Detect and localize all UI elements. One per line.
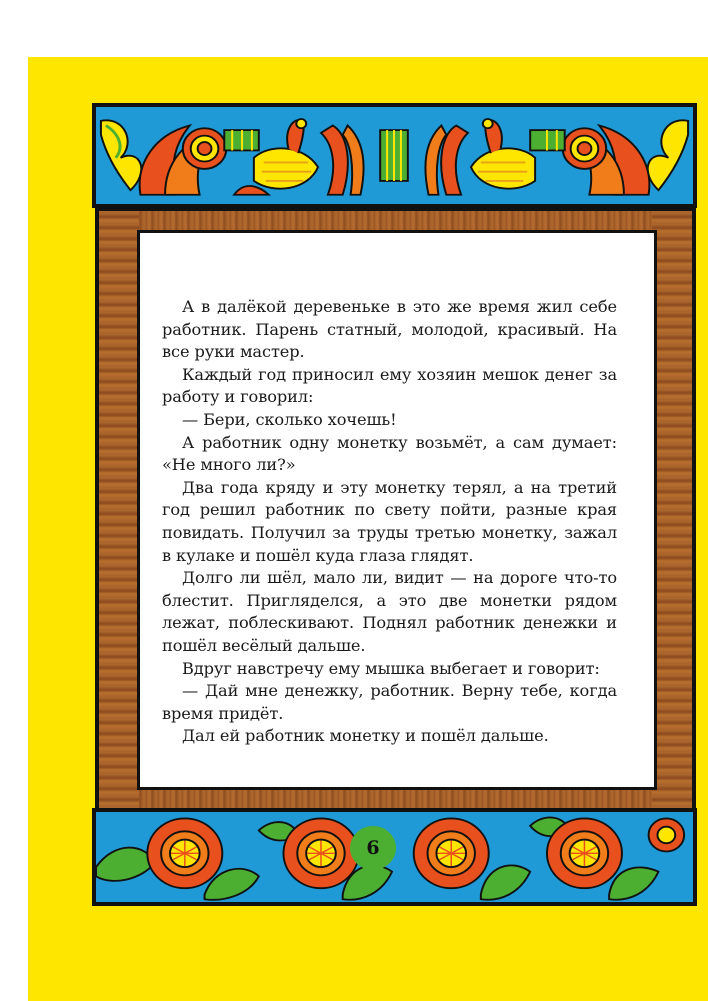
paragraph: А работник одну монетку возьмёт, а сам думает: «Не много ли?» — [162, 432, 617, 475]
sunflowers-ornament-icon — [96, 812, 693, 902]
page-number: 6 — [366, 837, 380, 859]
paragraph: — Дай мне денежку, работник. Верну тебе, когда время придёт. — [162, 681, 617, 723]
story-text — [162, 296, 617, 748]
frame-right-edge — [652, 211, 692, 818]
paragraph: Долго ли шёл, мало ли, видит — на дороге что-то блестит. Пригляделся, а это две монетки рядом лежат, поблескивают. Поднял работник денежки и пошёл весёлый дальше. — [162, 568, 617, 655]
paragraph: А в далёкой деревеньке в это же время жил себе работник. Парень статный, молодой, красивый. На все руки мастер. — [162, 297, 617, 362]
paragraph: Два года кряду и эту монетку терял, а на третий год решил работник по свету пойти, разные края повидать. Получил за труды третью монетку, зажал в кулаке и пошёл куда глаза глядят. — [162, 477, 617, 565]
firebirds-ornament-icon — [96, 107, 693, 204]
paragraph: Дал ей работник монетку и пошёл дальше. — [182, 726, 549, 746]
page-number-badge — [350, 826, 396, 870]
paragraph: Вдруг навстречу ему мышка выбегает и говорит: — [182, 658, 600, 678]
frame-left-edge — [99, 211, 139, 818]
paragraph: Каждый год приносил ему хозяин мешок денег за работу и говорил: — [162, 364, 617, 407]
top-ornament-band — [92, 103, 697, 208]
paragraph: — Бери, сколько хочешь! — [182, 409, 397, 429]
bottom-ornament-band — [92, 808, 697, 906]
